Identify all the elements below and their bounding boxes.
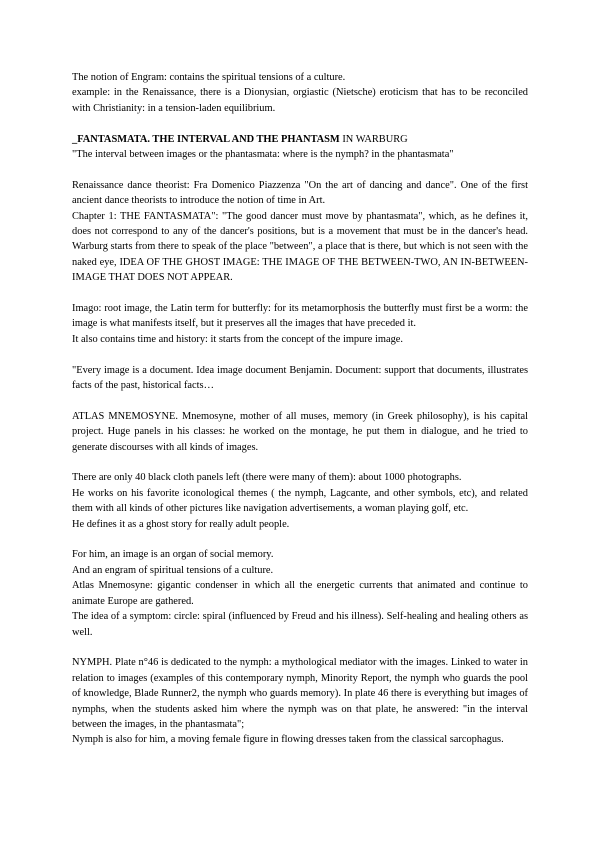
spacer — [72, 393, 528, 408]
paragraph-example: example: in the Renaissance, there is a Dionysian, orgiastic (Nietsche) eroticism that has to be reconciled with Christianity: in a tension-laden equilibrium. — [72, 87, 528, 114]
paragraph-imago: Imago: root image, the Latin term for butterfly: for its metamorphosis the butterfly must first be a worm: the image is what manifests itself, but it preserves all the images that have preceded it. — [72, 303, 528, 330]
paragraph-panels: There are only 40 black cloth panels left (there were many of them): about 1000 photographs. — [72, 472, 462, 484]
heading-bold-part: _FANTASMATA. THE INTERVAL AND THE PHANTASM — [72, 133, 340, 145]
paragraph-engram-tensions: And an engram of spiritual tensions of a culture. — [72, 564, 274, 576]
spacer — [72, 347, 528, 362]
spacer — [72, 162, 528, 177]
section-heading-fantasmata — [72, 132, 528, 147]
paragraph-quote-interval: "The interval between images or the phantasmata: where is the nymph? in the phantasmata" — [72, 149, 454, 161]
paragraph-engram: The notion of Engram: contains the spiritual tensions of a culture. — [72, 72, 346, 83]
paragraph-condenser: Atlas Mnemosyne: gigantic condenser in which all the energetic currents that animated and continue to animate Europe are gathered. — [72, 580, 528, 607]
spacer — [72, 455, 528, 470]
paragraph-atlas-mnemosyne: ATLAS MNEMOSYNE. Mnemosyne, mother of all muses, memory (in Greek philosophy), is his capital project. Huge panels in his classes: he worked on the montage, he put them in dialogue, and he tried to generate discourses with all kinds of images. — [72, 410, 528, 453]
spacer — [72, 116, 528, 131]
paragraph-chapter-1: Chapter 1: THE FANTASMATA": "The good dancer must move by phantasmata", which, as he defines it, does not correspond to any of the dancer's positions, but is a movement that must be in the dancer's head. Warburg starts from there to speak of the place "between", a place that is there, but which is not seen with the naked eye, IDEA OF THE GHOST IMAGE: THE IMAGE OF THE BETWEEN-TWO, AN IN-BETWEEN-IMAGE THAT DOES NOT APPEAR. — [72, 210, 528, 284]
paragraph-time-history: It also contains time and history: it starts from the concept of the impure image. — [72, 333, 403, 345]
spacer — [72, 286, 528, 301]
spacer — [72, 532, 528, 547]
document-page — [72, 70, 528, 748]
spacer — [72, 640, 528, 655]
paragraph-nymph-plate: NYMPH. Plate n°46 is dedicated to the nymph: a mythological mediator with the images. Linked to water in relation to images (examples of this contemporary nymph, Minority Report, the nymph who guards the pool of knowledge, Blade Runner2, the nymph who guards memory). In plate 46 there is everything but images of nymphs, when the students asked him where the nymph was on that plate, he answered: "in the interval between the images, in the phantasmata"; — [72, 657, 528, 730]
paragraph-dance-theorist: Renaissance dance theorist: Fra Domenico Piazzenza "On the art of dancing and dance". One of the first ancient dance theorists to introduce the notion of time in Art. — [72, 179, 528, 207]
paragraph-nymph-figure: Nymph is also for him, a moving female figure in flowing dresses taken from the classical sarcophagus. — [72, 734, 504, 746]
paragraph-ghost-story: He defines it as a ghost story for really adult people. — [72, 518, 290, 530]
paragraph-social-memory: For him, an image is an organ of social memory. — [72, 549, 274, 561]
paragraph-document: "Every image is a document. Idea image document Benjamin. Document: support that documents, illustrates facts of the past, historical facts… — [72, 364, 528, 392]
heading-rest-part: IN WARBURG — [339, 133, 408, 145]
paragraph-themes: He works on his favorite iconological themes ( the nymph, Lagcante, and other symbols, etc), and related them with all kinds of other pictures like navigation advertisements, a woman playing golf, etc. — [72, 487, 528, 515]
paragraph-symptom: The idea of a symptom: circle: spiral (influenced by Freud and his illness). Self-healing and healing others as well. — [72, 611, 528, 638]
